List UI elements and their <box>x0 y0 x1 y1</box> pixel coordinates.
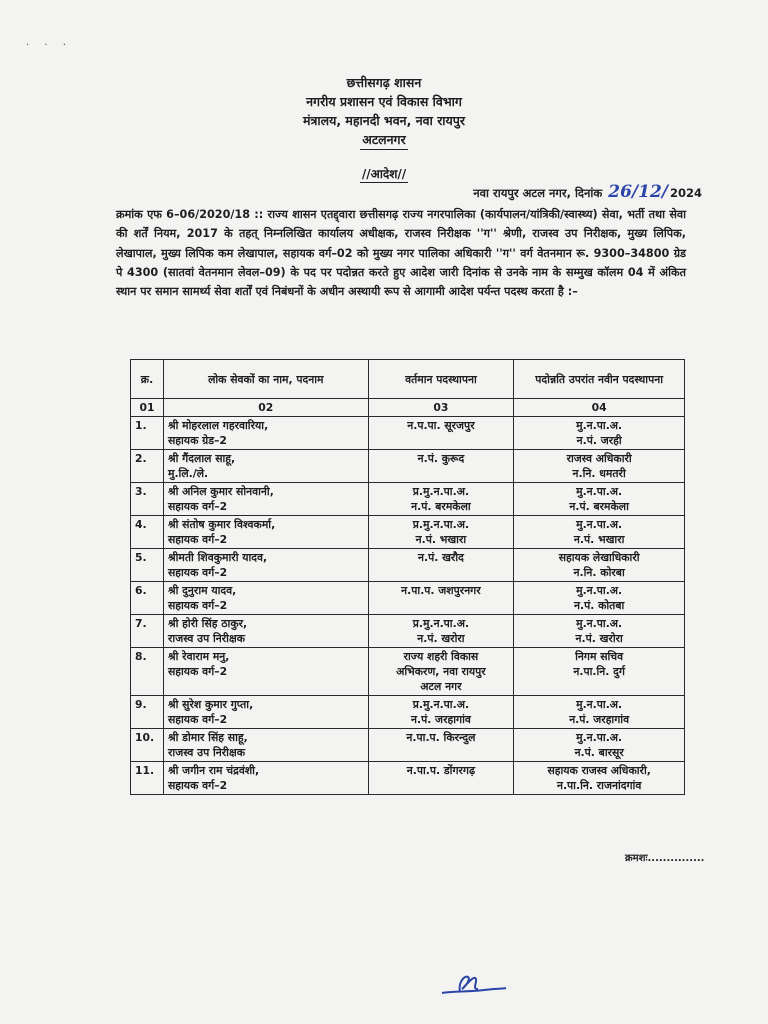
header-government: छत्तीसगढ़ शासन <box>346 75 422 90</box>
officer-designation: राजस्व उप निरीक्षक <box>167 632 246 645</box>
order-title <box>0 165 768 183</box>
new-posting-cell <box>514 516 685 549</box>
new-posting-cell <box>514 582 685 615</box>
current-posting-line: न.पं. खरोरा <box>417 632 465 645</box>
officer-name: श्री गैंदलाल साहू, <box>167 452 236 465</box>
column-number: 01 <box>131 399 164 417</box>
handwritten-date: 26/12/ <box>608 182 668 202</box>
new-posting-line: सहायक राजस्व अधिकारी, <box>547 764 651 777</box>
officer-cell <box>163 516 368 549</box>
row-serial-number: 6. <box>131 582 164 615</box>
officer-designation: सहायक वर्ग–2 <box>167 599 228 612</box>
officer-cell <box>163 696 368 729</box>
current-posting-cell <box>368 450 514 483</box>
current-posting-line: न.पा.प. किरन्दुल <box>406 731 476 744</box>
officer-cell <box>163 483 368 516</box>
posting-table <box>130 359 685 795</box>
row-serial-number: 1. <box>131 417 164 450</box>
officer-designation: सहायक वर्ग–2 <box>167 500 228 513</box>
current-posting-line: न.पं. खरौद <box>417 551 464 564</box>
column-number: 03 <box>368 399 514 417</box>
new-posting-line: सहायक लेखाधिकारी <box>558 551 640 564</box>
new-posting-line: मु.न.पा.अ. <box>576 485 623 498</box>
officer-name: श्री रेवाराम मनु, <box>167 650 230 663</box>
continued-marker: क्रमशः............... <box>625 853 705 864</box>
current-posting-line: अटल नगर <box>420 680 462 693</box>
header-sno: क्र. <box>131 360 164 399</box>
current-posting-cell <box>368 516 514 549</box>
new-posting-line: मु.न.पा.अ. <box>576 617 623 630</box>
current-posting-line: प्र.मु.न.पा.अ. <box>412 698 470 711</box>
table-row <box>131 615 685 648</box>
table-row <box>131 729 685 762</box>
scan-specks: · · · <box>26 40 72 51</box>
new-posting-line: मु.न.पा.अ. <box>576 419 623 432</box>
new-posting-line: न.पा.नि. राजनांदगांव <box>556 779 642 792</box>
current-posting-cell <box>368 648 514 696</box>
table-row <box>131 516 685 549</box>
officer-name: श्री डोमार सिंह साहू, <box>167 731 248 744</box>
table-row <box>131 417 685 450</box>
table-row <box>131 696 685 729</box>
row-serial-number: 3. <box>131 483 164 516</box>
new-posting-line: राजस्व अधिकारी <box>566 452 632 465</box>
current-posting-line: राज्य शहरी विकास <box>403 650 479 663</box>
column-number: 02 <box>163 399 368 417</box>
officer-designation: राजस्व उप निरीक्षक <box>167 746 246 759</box>
order-paragraph-part1: क्रमांक एफ 6–06/2020/18 :: राज्य शासन एतद्द्वारा छत्तीसगढ़ राज्य नगरपालिका (कार्यपालन/यांत्रिकी/स्वास्थ्य) सेवा, भर्ती तथा सेवा की शर्तें नियम, 2017 के तहत् निम्नलिखित कार्यालय अधीक्षक, राजस्व निरीक्षक ''ग'' श्रेणी, राजस्व उप निरीक्षक, मुख्य लिपिक, लेखापाल, मुख्य लिपिक कम लेखापाल, सहायक वर्ग–02 को मुख्य नगर पालिका अधिकारी ''ग'' वर्ग वेतनमान रू. 9300–34800 ग्रेड पे 4300 (सातवां वेतनमान लेवल–09) के पद पर पदोन्नत करते हुए आदेश जारी दिनांक से उनके नाम के सम्मुख <box>116 208 686 279</box>
current-posting-cell <box>368 582 514 615</box>
new-posting-line: न.पं. भखारा <box>573 533 625 546</box>
officer-name: श्री संतोष कुमार विश्वकर्मा, <box>167 518 276 531</box>
new-posting-line: न.पं. बारसूर <box>574 746 624 759</box>
date-year: 2024 <box>669 186 702 200</box>
header-current-posting: वर्तमान पदस्थापना <box>368 360 514 399</box>
signature-scribble <box>438 965 508 999</box>
column-number-row <box>131 399 685 417</box>
new-posting-line: न.नि. कोरबा <box>573 566 625 579</box>
current-posting-line: प्र.मु.न.पा.अ. <box>412 617 470 630</box>
new-posting-cell <box>514 483 685 516</box>
new-posting-cell <box>514 417 685 450</box>
new-posting-line: निगम सचिव <box>575 650 624 663</box>
row-serial-number: 5. <box>131 549 164 582</box>
current-posting-cell <box>368 729 514 762</box>
officer-name: श्री सुरेश कुमार गुप्ता, <box>167 698 254 711</box>
officer-cell <box>163 615 368 648</box>
row-serial-number: 7. <box>131 615 164 648</box>
order-paragraph-part2: 04 में अंकित स्थान पर समान सामर्थ्य सेवा शर्तों एवं निबंधनों के अधीन अस्थायी रूप से आगामी आदेश पर्यन्त पदस्थ करता है :– <box>116 265 686 299</box>
current-posting-cell <box>368 696 514 729</box>
officer-cell <box>163 549 368 582</box>
place-date <box>473 182 702 202</box>
new-posting-cell <box>514 729 685 762</box>
new-posting-cell <box>514 762 685 795</box>
officer-name: श्रीमती शिवकुमारी यादव, <box>167 551 268 564</box>
officer-cell <box>163 648 368 696</box>
officer-cell <box>163 450 368 483</box>
current-posting-line: प्र.मु.न.पा.अ. <box>412 518 470 531</box>
current-posting-line: प्र.मु.न.पा.अ. <box>412 485 470 498</box>
table-body <box>131 417 685 795</box>
officer-designation: सहायक वर्ग–2 <box>167 779 228 792</box>
table-row <box>131 648 685 696</box>
new-posting-line: मु.न.पा.अ. <box>576 584 623 597</box>
row-serial-number: 2. <box>131 450 164 483</box>
officer-name: श्री अनिल कुमार सोनवानी, <box>167 485 274 498</box>
new-posting-line: मु.न.पा.अ. <box>576 698 623 711</box>
row-serial-number: 9. <box>131 696 164 729</box>
table-header-row <box>131 360 685 399</box>
table-row <box>131 483 685 516</box>
current-posting-line: न.पा.प. जशपुरनगर <box>401 584 481 597</box>
current-posting-cell <box>368 762 514 795</box>
new-posting-cell <box>514 648 685 696</box>
officer-designation: सहायक वर्ग–2 <box>167 713 228 726</box>
new-posting-line: न.पा.नि. दुर्ग <box>573 665 625 678</box>
table-row <box>131 582 685 615</box>
order-paragraph <box>116 205 686 301</box>
officer-name: श्री दुनुराम यादव, <box>167 584 237 597</box>
header-city: अटलनगर <box>360 130 407 150</box>
order-title-text: //आदेश// <box>361 167 407 181</box>
row-serial-number: 8. <box>131 648 164 696</box>
new-posting-line: न.पं. जरही <box>576 434 622 447</box>
current-posting-line: न.पं. बरमकेला <box>411 500 471 513</box>
current-posting-cell <box>368 615 514 648</box>
officer-designation: मु.लि./ले. <box>167 467 209 480</box>
officer-designation: सहायक वर्ग–2 <box>167 566 228 579</box>
new-posting-line: न.पं. कोतबा <box>574 599 625 612</box>
table-row <box>131 549 685 582</box>
header-address: मंत्रालय, महानदी भवन, नवा रायपुर <box>302 113 466 128</box>
new-posting-cell <box>514 549 685 582</box>
officer-cell <box>163 582 368 615</box>
officer-name: श्री मोहरलाल गहरवारिया, <box>167 419 269 432</box>
header-department: नगरीय प्रशासन एवं विकास विभाग <box>306 94 462 109</box>
column-number: 04 <box>514 399 685 417</box>
order-paragraph-column-word: कॉलम <box>597 265 624 279</box>
new-posting-line: न.पं. खरोरा <box>575 632 623 645</box>
current-posting-line: न.पं. भखारा <box>415 533 467 546</box>
header-name: लोक सेवकों का नाम, पदनाम <box>163 360 368 399</box>
officer-name: श्री होरी सिंह ठाकुर, <box>167 617 248 630</box>
officer-cell <box>163 729 368 762</box>
place-label: नवा रायपुर अटल नगर, दिनांक <box>473 186 603 200</box>
row-serial-number: 10. <box>131 729 164 762</box>
new-posting-line: मु.न.पा.अ. <box>576 731 623 744</box>
row-serial-number: 4. <box>131 516 164 549</box>
new-posting-line: न.नि. धमतरी <box>572 467 626 480</box>
officer-designation: सहायक ग्रेड–2 <box>167 434 227 447</box>
table-row <box>131 762 685 795</box>
current-posting-line: न.पं. जरहागांव <box>410 713 471 726</box>
table-row <box>131 450 685 483</box>
new-posting-cell <box>514 450 685 483</box>
current-posting-cell <box>368 549 514 582</box>
row-serial-number: 11. <box>131 762 164 795</box>
officer-cell <box>163 762 368 795</box>
new-posting-line: न.पं. बरमकेला <box>569 500 629 513</box>
officer-cell <box>163 417 368 450</box>
new-posting-cell <box>514 615 685 648</box>
header-new-posting: पदोन्नति उपरांत नवीन पदस्थापना <box>514 360 685 399</box>
new-posting-cell <box>514 696 685 729</box>
current-posting-line: न.पं. कुरूद <box>417 452 465 465</box>
new-posting-line: मु.न.पा.अ. <box>576 518 623 531</box>
current-posting-line: न.प.पा. सूरजपुर <box>407 419 475 432</box>
officer-designation: सहायक वर्ग–2 <box>167 533 228 546</box>
officer-name: श्री जगीन राम चंद्रवंशी, <box>167 764 260 777</box>
current-posting-cell <box>368 417 514 450</box>
letterhead <box>0 73 768 150</box>
current-posting-cell <box>368 483 514 516</box>
current-posting-line: अभिकरण, नवा रायपुर <box>396 665 486 678</box>
officer-designation: सहायक वर्ग–2 <box>167 665 228 678</box>
new-posting-line: न.पं. जरहागांव <box>569 713 630 726</box>
current-posting-line: न.पा.प. डोंगरगढ़ <box>406 764 476 777</box>
